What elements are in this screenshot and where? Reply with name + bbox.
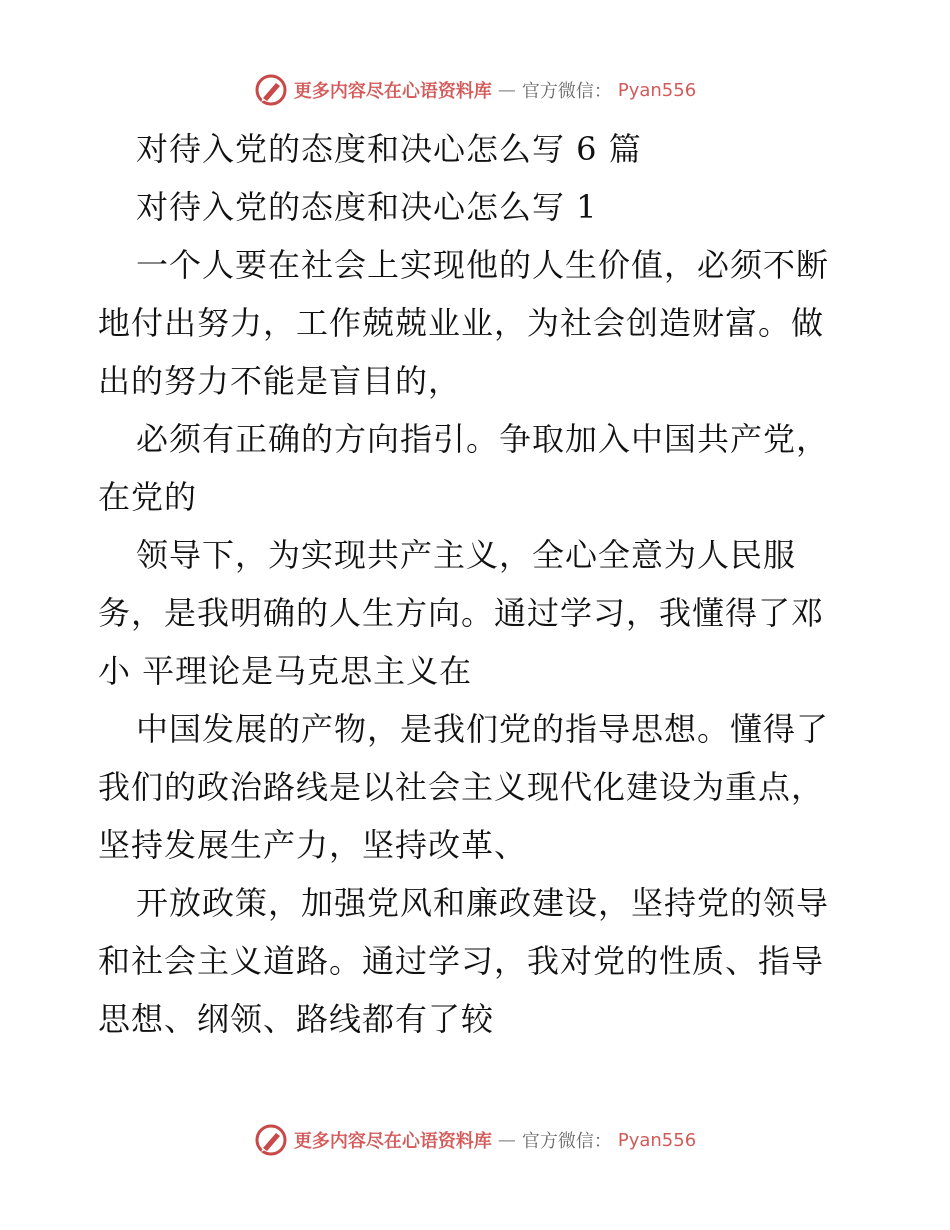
paragraph-line: 我们的政治路线是以社会主义现代化建设为重点， bbox=[98, 768, 825, 806]
banner-dash: — bbox=[497, 1129, 516, 1151]
paragraph-line: 开放政策，加强党风和廉政建设，坚持党的领导 bbox=[136, 884, 830, 922]
paragraph-line: 一个人要在社会上实现他的人生价值，必须不断 bbox=[136, 246, 830, 284]
paragraph-line: 地付出努力，工作兢兢业业，为社会创造财富。做 bbox=[98, 304, 825, 342]
wechat-label: 官方微信： bbox=[521, 1131, 612, 1152]
banner-dash: — bbox=[497, 79, 516, 101]
footer-banner bbox=[0, 1120, 950, 1160]
paragraph-line: 坚持发展生产力，坚持改革、 bbox=[98, 826, 528, 864]
paragraph-line: 和社会主义道路。通过学习，我对党的性质、指导 bbox=[98, 942, 825, 980]
paragraph-line: 出的努力不能是盲目的， bbox=[98, 362, 462, 400]
pen-logo-icon bbox=[254, 1123, 288, 1157]
paragraph-line: 务，是我明确的人生方向。通过学习，我懂得了邓 bbox=[98, 594, 825, 632]
paragraph-line: 领导下，为实现共产主义，全心全意为人民服 bbox=[136, 536, 797, 574]
document-body bbox=[98, 120, 858, 1048]
wechat-id: Pyan556 bbox=[617, 79, 697, 101]
header-banner bbox=[0, 70, 950, 110]
document-subtitle: 对待入党的态度和决心怎么写 1 bbox=[136, 188, 598, 226]
paragraph-line: 在党的 bbox=[98, 478, 198, 516]
paragraph-line: 小 平理论是马克思主义在 bbox=[98, 652, 473, 690]
paragraph-line: 必须有正确的方向指引。争取加入中国共产党， bbox=[136, 420, 830, 458]
site-name: 更多内容尽在心语资料库 bbox=[293, 1131, 492, 1152]
wechat-label: 官方微信： bbox=[521, 81, 612, 102]
pen-logo-icon bbox=[254, 73, 288, 107]
document-title: 对待入党的态度和决心怎么写 6 篇 bbox=[136, 130, 642, 168]
paragraph-line: 思想、纲领、路线都有了较 bbox=[98, 1000, 495, 1038]
wechat-id: Pyan556 bbox=[617, 1129, 697, 1151]
site-name: 更多内容尽在心语资料库 bbox=[293, 81, 492, 102]
paragraph-line: 中国发展的产物，是我们党的指导思想。懂得了 bbox=[136, 710, 830, 748]
